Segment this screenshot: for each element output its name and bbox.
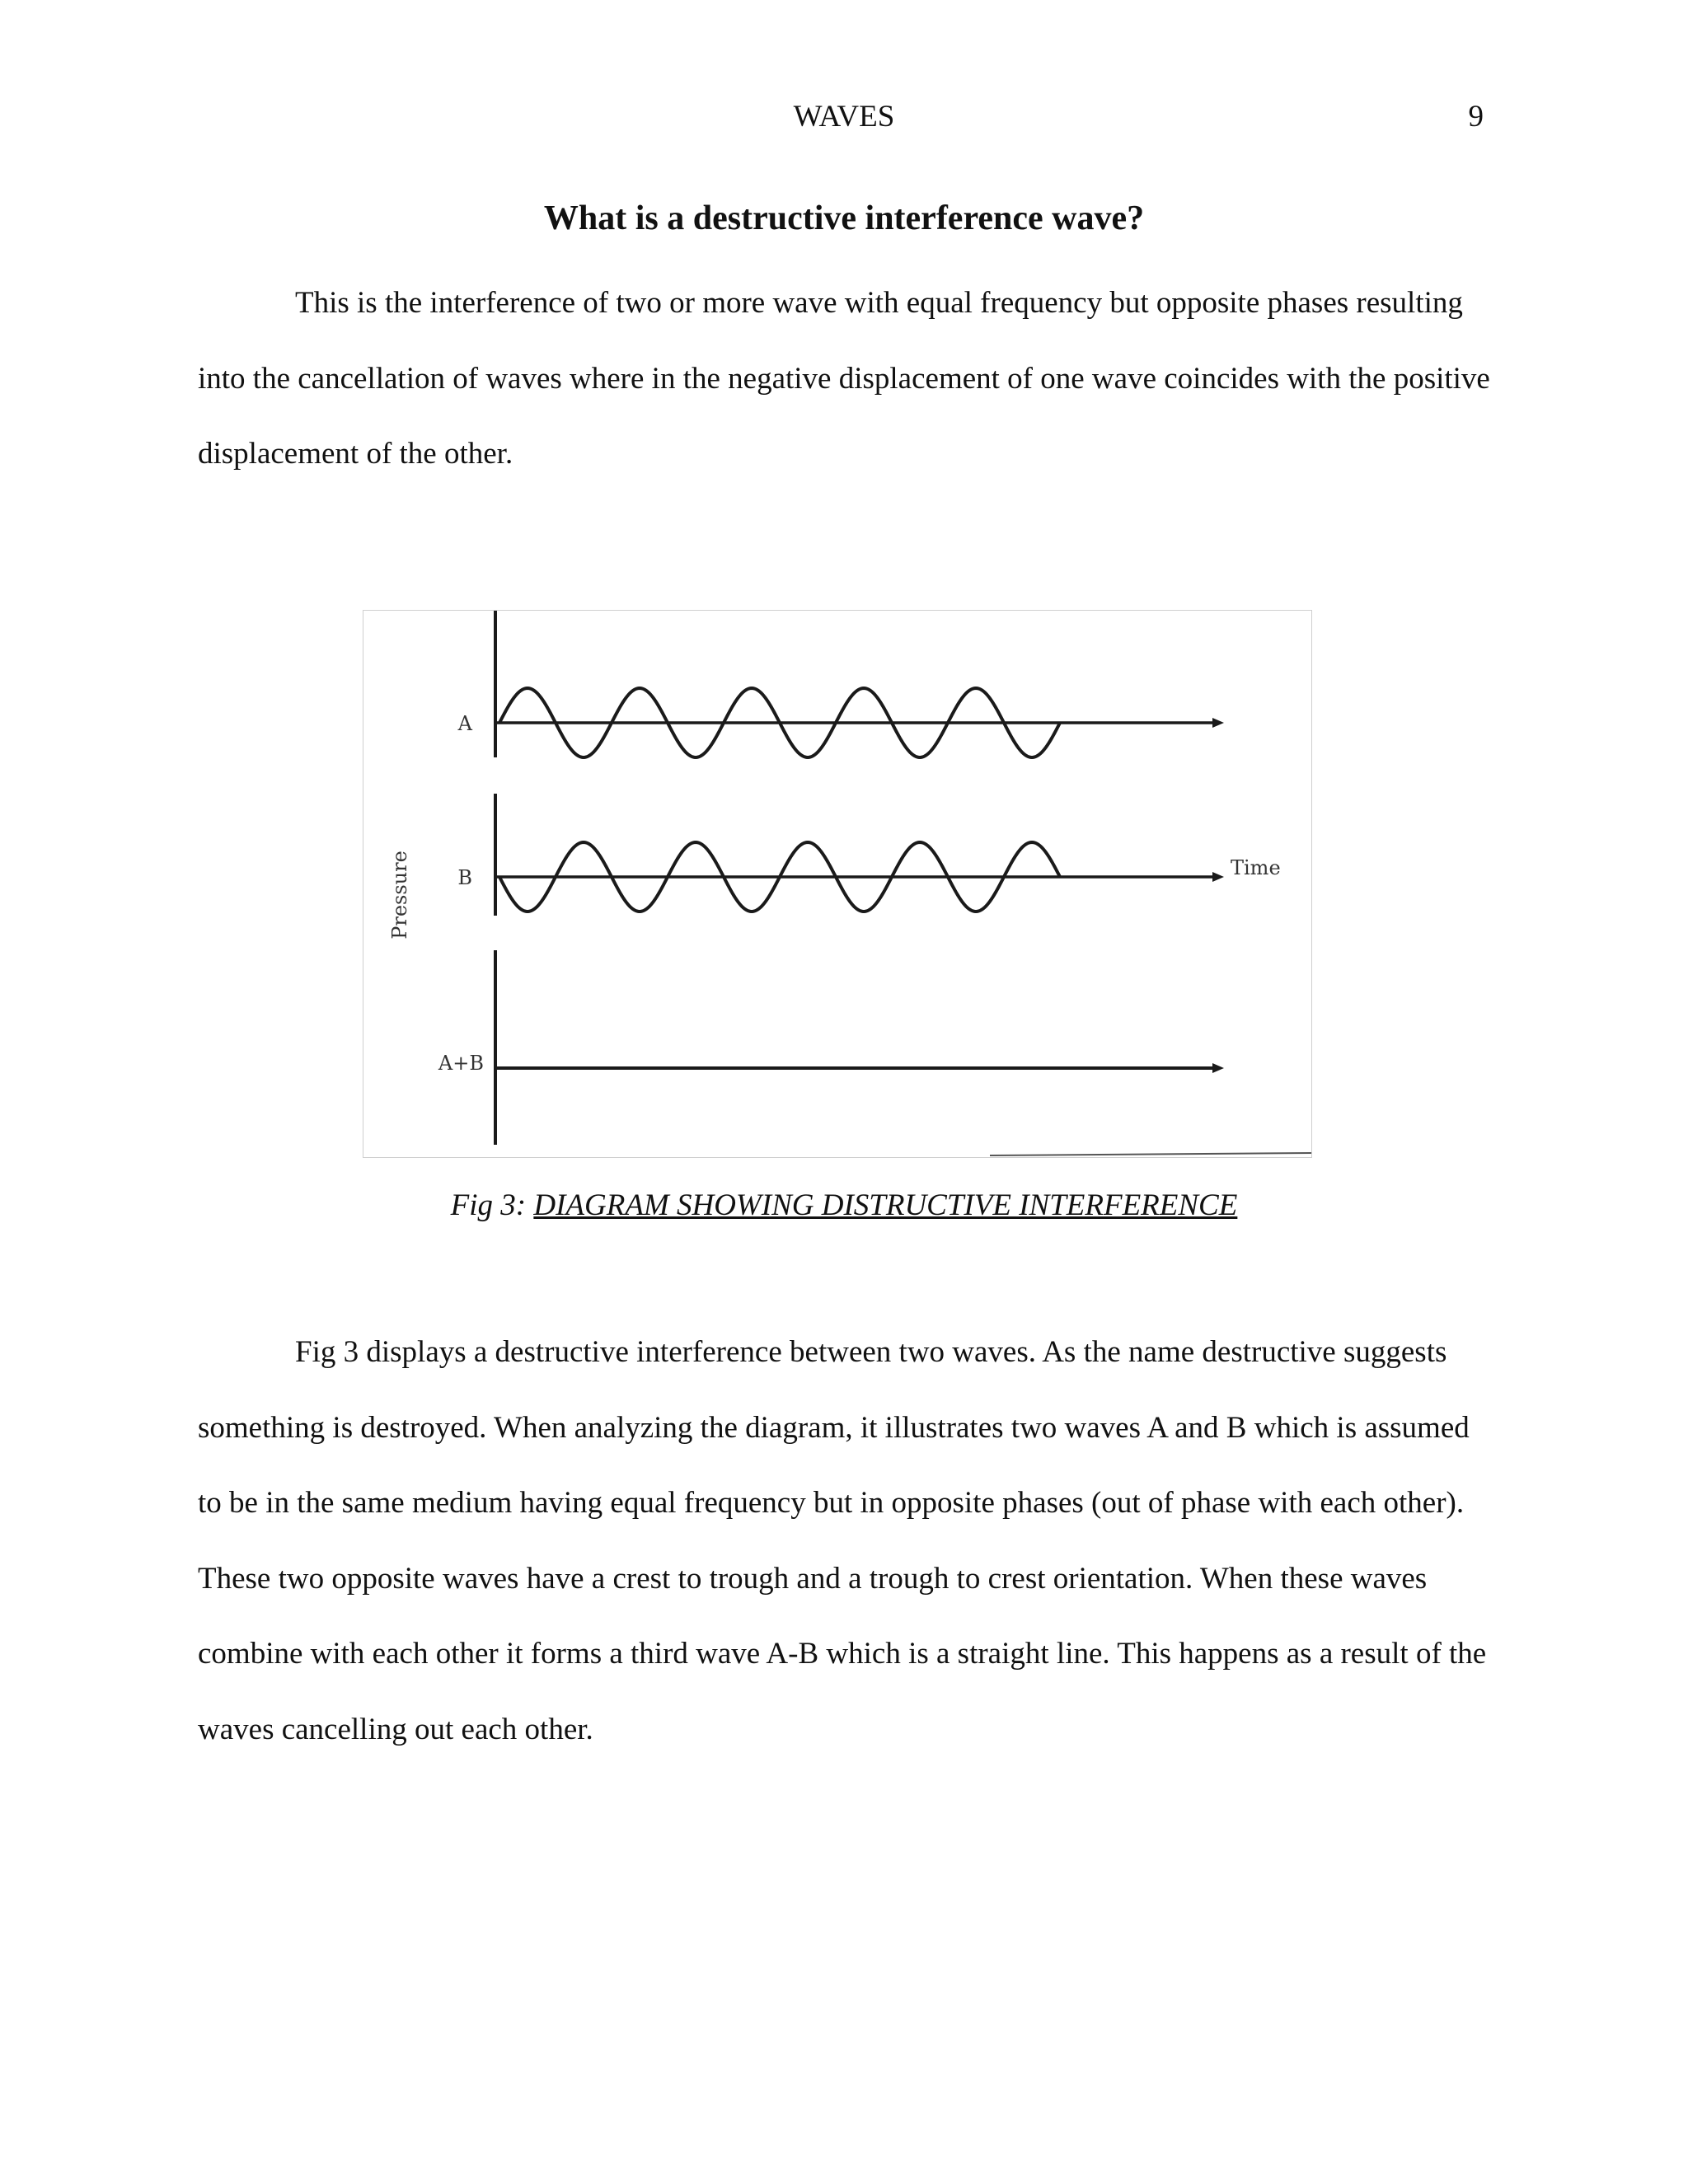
- wave-label-a: A: [457, 712, 472, 735]
- figure-destructive-interference: [363, 610, 1312, 1158]
- page-number: 9: [1468, 100, 1484, 134]
- axis-sum-arrow: [1212, 1063, 1224, 1073]
- paragraph-explanation: Fig 3 displays a destructive interference between two waves. As the name destructive suggests something is destroyed. When analyzing the diagram, it illustrates two waves A and B which is assumed to be in the same medium having equal frequency but in opposite phases (out of phase with each other). These two opposite waves have a crest to trough and a trough to crest orientation. When these waves combine with each other it forms a third wave A-B which is a straight line. This happens as a result of the waves cancelling out each other.: [198, 1335, 1487, 1746]
- caption-prefix: Fig 3:: [450, 1188, 534, 1222]
- paragraph-definition: This is the interference of two or more wave with equal frequency but opposite phases resulting into the cancellation of waves where in the negative displacement of one wave coincides with the positive displacement of the other.: [198, 286, 1490, 471]
- wave-label-sum: A+B: [438, 1052, 484, 1075]
- y-axis-label: Pressure: [388, 851, 411, 940]
- section-heading: What is a destructive interference wave?: [543, 199, 1145, 237]
- time-axis-label: Time: [1231, 856, 1281, 879]
- figure-bottom-edge: [990, 1153, 1311, 1155]
- interference-diagram: [363, 611, 1313, 1159]
- running-head: WAVES: [793, 100, 895, 134]
- figure-caption: [0, 1187, 1688, 1225]
- axis-a-arrow: [1212, 718, 1224, 728]
- wave-label-b: B: [457, 866, 472, 889]
- axis-b-arrow: [1212, 872, 1224, 882]
- caption-title: DIAGRAM SHOWING DISTRUCTIVE INTERFERENCE: [533, 1188, 1238, 1222]
